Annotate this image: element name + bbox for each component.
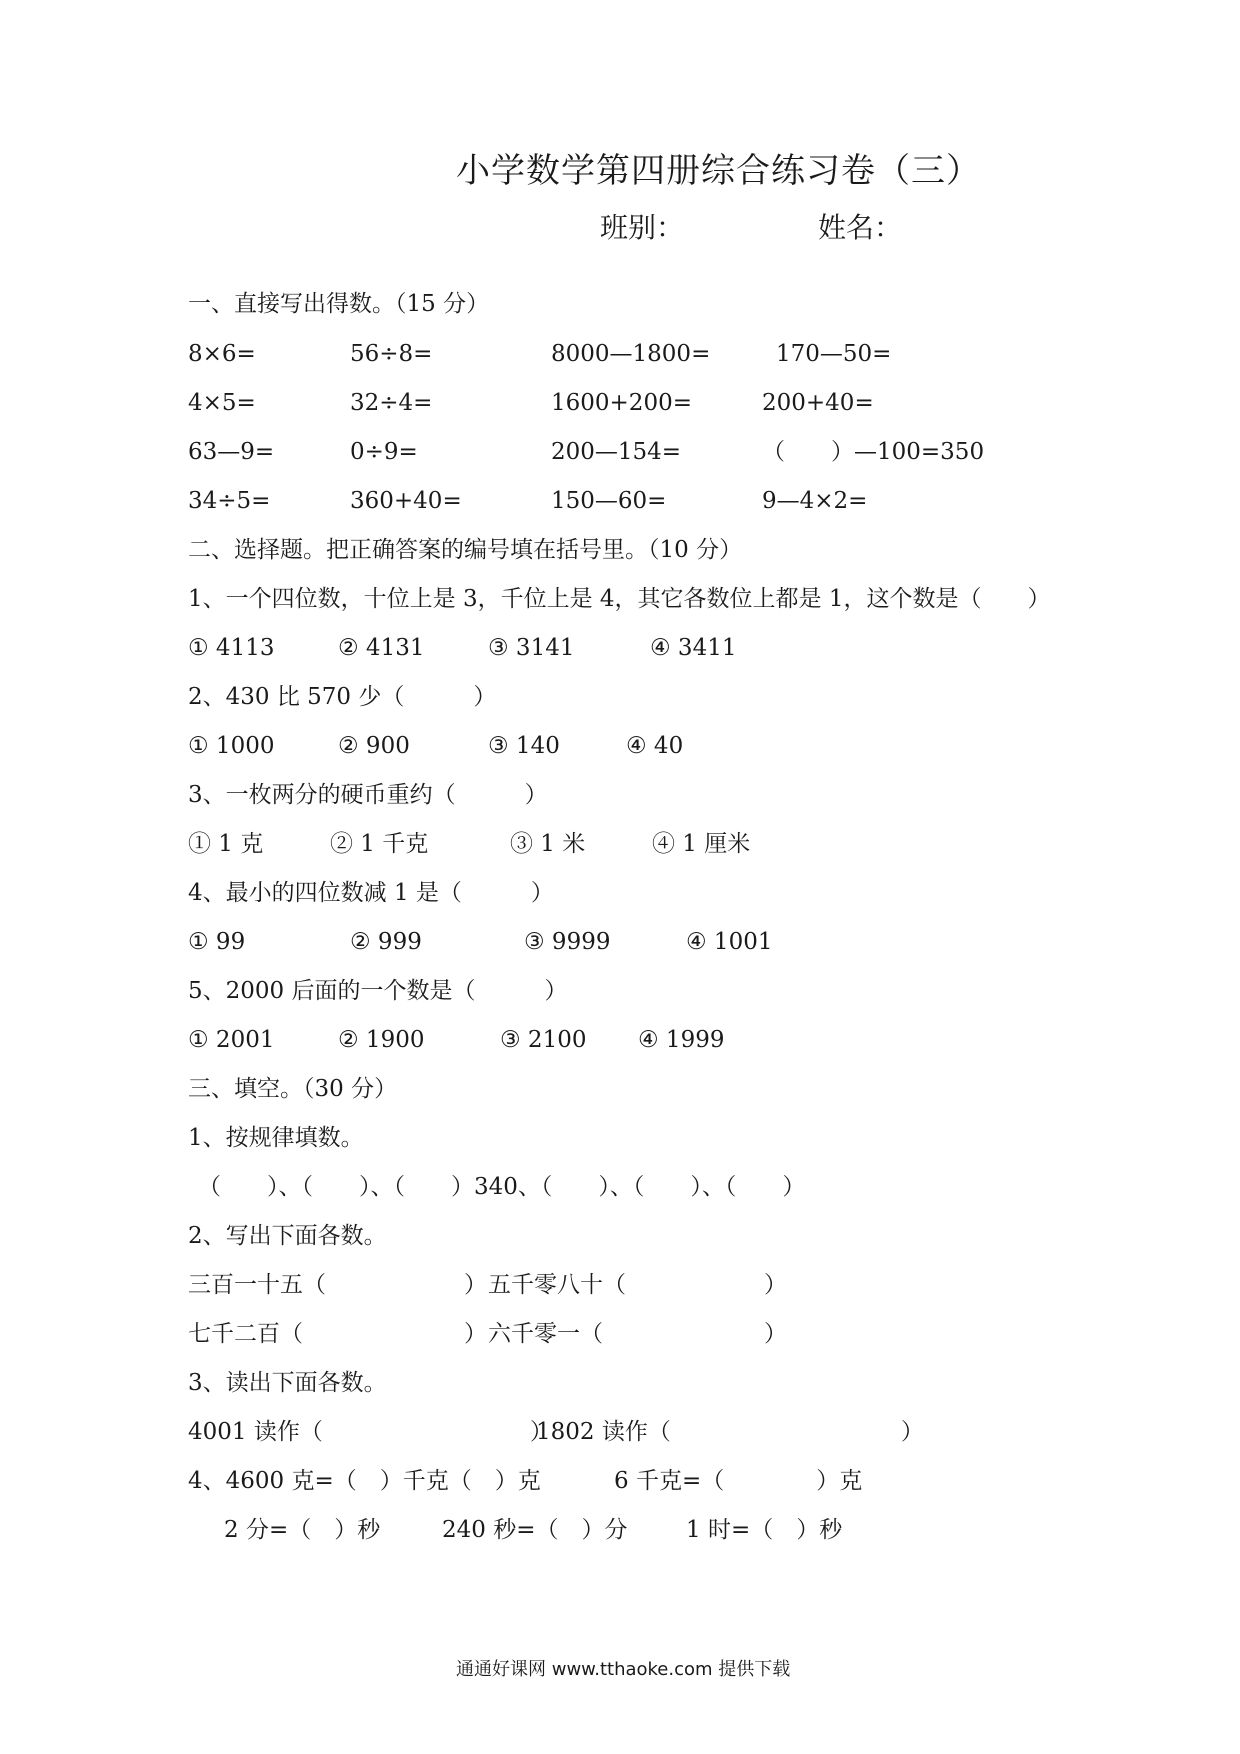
- fill-item: 240 秒=（ ）分: [442, 1517, 628, 1543]
- calc-item: 8×6=: [188, 341, 256, 367]
- choice-option: ① 1000: [188, 733, 275, 759]
- choice-option: ① 99: [188, 929, 246, 955]
- choice-option: ① 1 克: [188, 831, 264, 857]
- calc-item: （ ）—100=350: [762, 439, 985, 465]
- choice-question: 2、430 比 570 少（ ）: [188, 684, 497, 710]
- choice-option: ② 1 千克: [330, 831, 429, 857]
- footer-credit: 通通好课网 www.tthaoke.com 提供下载: [456, 1659, 791, 1680]
- choice-option: ④ 1 厘米: [652, 831, 751, 857]
- section3-heading: 三、填空。（30 分）: [188, 1076, 398, 1102]
- fill-question-title: 1、按规律填数。: [188, 1125, 364, 1151]
- calc-item: 63—9=: [188, 439, 275, 465]
- choice-option: ② 1900: [338, 1027, 425, 1053]
- choice-question: 3、一枚两分的硬币重约（ ）: [188, 782, 548, 808]
- choice-option: ② 900: [338, 733, 410, 759]
- choice-question: 4、最小的四位数减 1 是（ ）: [188, 880, 554, 906]
- calc-item: 170—50=: [776, 341, 892, 367]
- fill-item: 六千零一（ ）: [488, 1321, 787, 1347]
- fill-item: 1 时=（ ）秒: [686, 1517, 843, 1543]
- choice-option: ② 999: [350, 929, 422, 955]
- choice-option: ③ 3141: [488, 635, 575, 661]
- calc-item: 56÷8=: [350, 341, 433, 367]
- choice-option: ③ 2100: [500, 1027, 587, 1053]
- choice-question: 1、一个四位数，十位上是 3，千位上是 4，其它各数位上都是 1，这个数是（ ）: [188, 586, 1051, 612]
- class-label: 班别：: [600, 211, 685, 244]
- section2-heading: 二、选择题。把正确答案的编号填在括号里。（10 分）: [188, 537, 743, 563]
- calc-item: 1600+200=: [551, 390, 692, 416]
- fill-item: 6 千克=（ ）克: [614, 1468, 863, 1494]
- calc-item: 360+40=: [350, 488, 462, 514]
- choice-option: ③ 1 米: [510, 831, 586, 857]
- choice-option: ① 4113: [188, 635, 275, 661]
- section1-heading: 一、直接写出得数。（15 分）: [188, 291, 490, 317]
- choice-option: ① 2001: [188, 1027, 275, 1053]
- fill-item: 4001 读作（ ）: [188, 1419, 553, 1445]
- fill-item: 三百一十五（ ）: [188, 1272, 487, 1298]
- choice-option: ④ 40: [626, 733, 684, 759]
- choice-option: ③ 140: [488, 733, 560, 759]
- fill-question-title: 3、读出下面各数。: [188, 1370, 387, 1396]
- fill-item: 1802 读作（ ）: [536, 1419, 924, 1445]
- calc-item: 8000—1800=: [551, 341, 711, 367]
- fill-item: 2 分=（ ）秒: [224, 1517, 381, 1543]
- calc-item: 9—4×2=: [762, 488, 868, 514]
- calc-item: 32÷4=: [350, 390, 433, 416]
- choice-question: 5、2000 后面的一个数是（ ）: [188, 978, 568, 1004]
- fill-item: 五千零八十（ ）: [488, 1272, 787, 1298]
- calc-item: 0÷9=: [350, 439, 418, 465]
- fill-sequence: （ ）、（ ）、（ ）340、（ ）、（ ）、（ ）: [198, 1174, 806, 1200]
- fill-item: 七千二百（ ）: [188, 1321, 487, 1347]
- choice-option: ② 4131: [338, 635, 425, 661]
- calc-item: 200—154=: [551, 439, 682, 465]
- choice-option: ④ 1001: [686, 929, 773, 955]
- calc-item: 200+40=: [762, 390, 874, 416]
- calc-item: 34÷5=: [188, 488, 271, 514]
- choice-option: ③ 9999: [524, 929, 611, 955]
- calc-item: 4×5=: [188, 390, 256, 416]
- choice-option: ④ 1999: [638, 1027, 725, 1053]
- calc-item: 150—60=: [551, 488, 667, 514]
- page-title: 小学数学第四册综合练习卷（三）: [456, 151, 981, 191]
- choice-option: ④ 3411: [650, 635, 737, 661]
- name-label: 姓名：: [818, 211, 903, 244]
- fill-question-title: 2、写出下面各数。: [188, 1223, 387, 1249]
- fill-item: 4、4600 克=（ ）千克（ ）克: [188, 1468, 541, 1494]
